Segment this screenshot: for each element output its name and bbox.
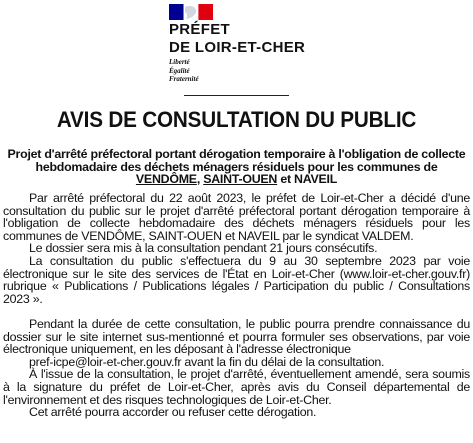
page-title: AVIS DE CONSULTATION DU PUBLIC [56, 107, 417, 132]
motto-egalite: Égalité [169, 66, 190, 75]
republic-motto [169, 58, 199, 84]
paragraph-decision-scope: Cet arrêté pourra accorder ou refuser cette dérogation. [29, 405, 317, 420]
paragraph-email: pref-icpe@loir-et-cher.gouv.fr avant la fin du délai de la consultation. [29, 354, 385, 369]
notice-subtitle [2, 148, 471, 186]
paragraph-duration: Le dossier sera mis à la consultation pendant 21 jours consécutifs. [29, 241, 378, 256]
commune-vendome: VENDÔME [135, 172, 197, 187]
marianne-flag-icon [169, 4, 213, 20]
paragraph-observations: Pendant la durée de cette consultation, le public pourra prendre connaissance du dossier sur le site internet sus-mentionné et pourra formuler ses observations, par voie électronique uniquement, en les déposant à l'adresse électronique [3, 316, 470, 357]
subtitle-separator: , [196, 172, 204, 187]
subtitle-line2: hebdomadaire des déchets ménagers résiduels pour les communes de [35, 159, 438, 174]
prefet-department: DE LOIR-ET-CHER [169, 39, 306, 56]
motto-fraternite: Fraternité [169, 75, 199, 83]
prefecture-logo [169, 2, 319, 94]
motto-liberte: Liberté [169, 58, 190, 66]
header-divider [184, 95, 289, 96]
notice-body [3, 192, 470, 419]
paragraph-outcome: À l'issue de la consultation, le projet d'arrêté, éventuellement amendé, sera soumis à la signature du préfet de Loir-et-Cher, après avis du Conseil départemental de l'environnement et des risques technologiques de Loir-et-Cher. [3, 367, 470, 407]
commune-naveil: NAVEIL [294, 172, 338, 187]
paragraph-consultation-dates: La consultation du public s'effectuera du 9 au 30 septembre 2023 par voie électronique sur le site des services de l'État en Loir-et-Cher (www.loir-et-cher.gouv.fr) rubrique « Publications / Publications légales / Participation du public / Consultations 2023 ». [3, 253, 470, 306]
subtitle-conjunction: et [277, 172, 295, 187]
paragraph-decision: Par arrêté préfectoral du 22 août 2023, le préfet de Loir-et-Cher a décidé d'une consultation du public sur le projet d'arrêté préfectoral portant dérogation temporaire à l'obligation de collecte hebdomadaire des déchets ménagers résiduels pour les communes de VENDÔME, SAINT-OUEN et NAVEIL par le syndicat VALDEM. [3, 191, 470, 243]
prefet-heading: PRÉFET [169, 21, 230, 38]
commune-saint-ouen: SAINT-OUEN [203, 172, 278, 187]
subtitle-line1: Projet d'arrêté préfectoral portant dérogation temporaire à l'obligation de collecte [7, 147, 466, 161]
